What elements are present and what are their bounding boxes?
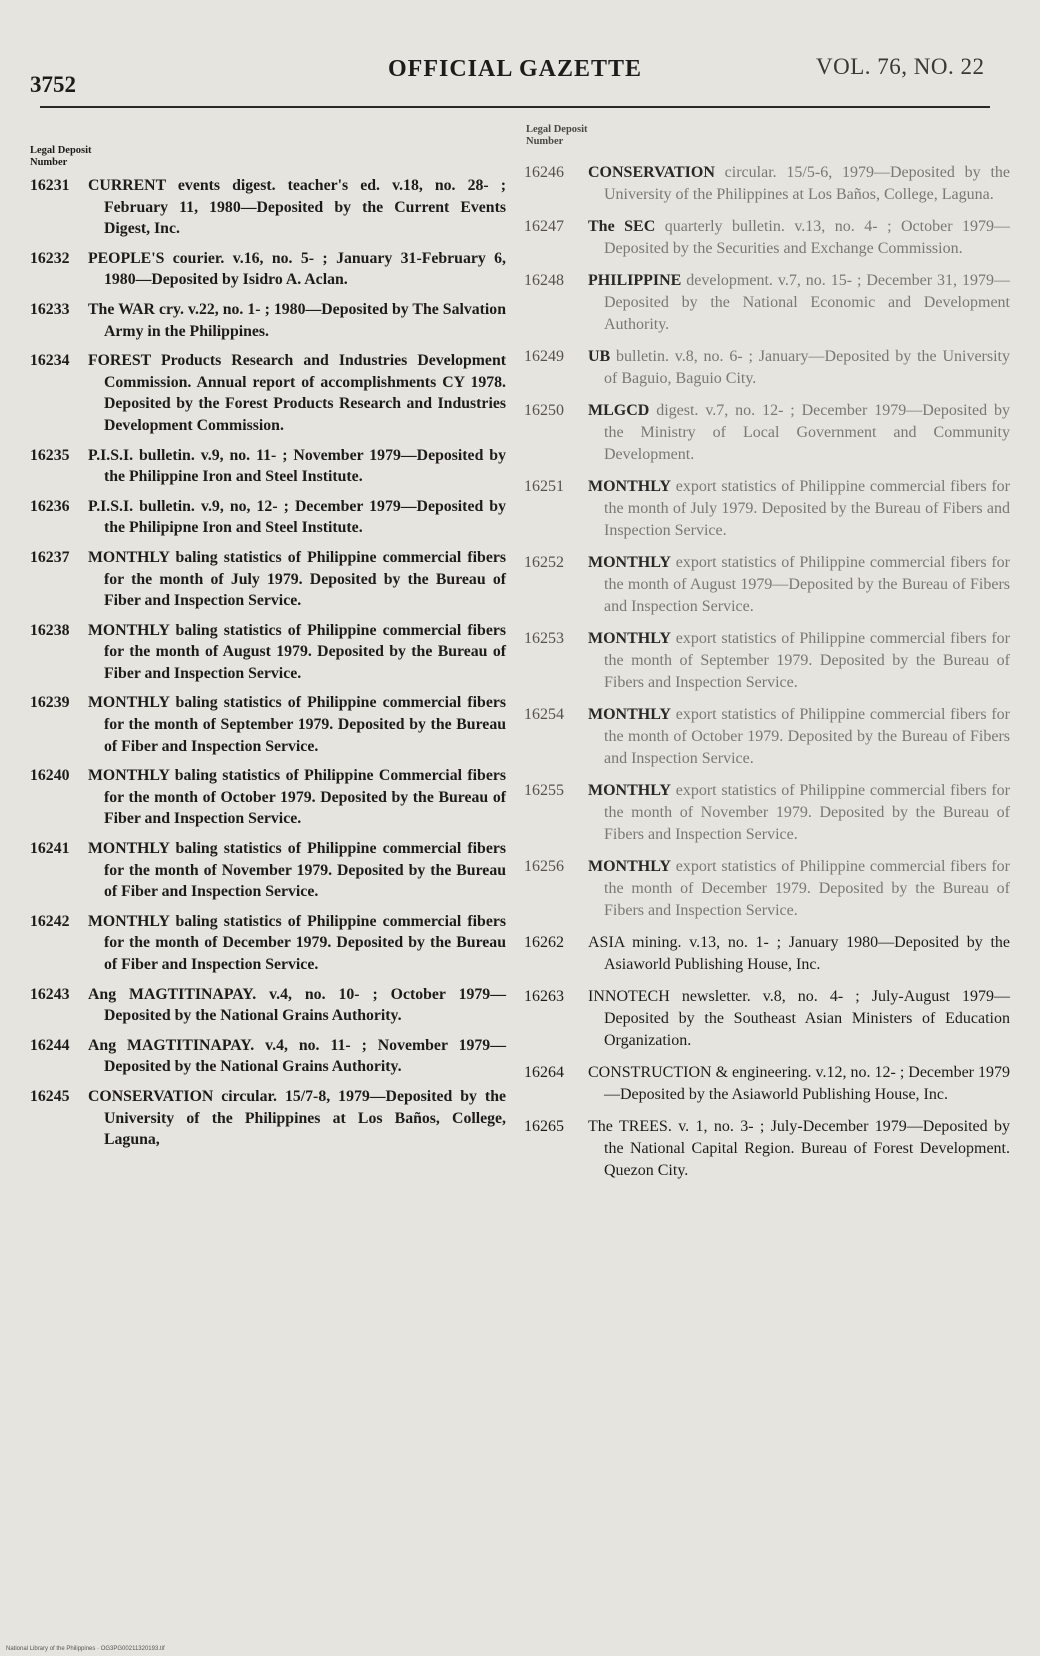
deposit-description-rest: digest. v.7, no. 12- ; December 1979—Deposited by the Ministry of Local Government and Community Development. — [604, 402, 1010, 463]
deposit-description — [588, 1116, 1010, 1182]
deposit-number: 16248 — [524, 272, 564, 289]
deposit-number: 16238 — [30, 621, 70, 639]
deposit-entry — [524, 476, 1010, 542]
deposit-description — [588, 270, 1010, 336]
deposit-entry — [30, 299, 506, 342]
deposit-description: P.I.S.I. bulletin. v.9, no, 12- ; December 1979—Deposited by the Philipipne Iron and Steel Institute. — [88, 497, 506, 537]
deposit-description-rest: export statistics of Philippine commercial fibers for the month of December 1979. Deposited by the Bureau of Fibers and Inspection Service. — [604, 858, 1010, 919]
deposit-number: 16254 — [524, 706, 564, 723]
deposit-entry — [30, 350, 506, 436]
deposit-description: CONSERVATION circular. 15/7-8, 1979—Deposited by the University of the Philippines at Los Baños, College, Laguna, — [88, 1087, 506, 1149]
deposit-description-rest: mining. v.13, no. 1- ; January 1980—Deposited by the Asiaworld Publishing House, Inc. — [604, 934, 1010, 973]
deposit-number: 16234 — [30, 352, 70, 370]
deposit-title-lead: PHILIPPINE — [588, 272, 682, 289]
deposit-number: 16236 — [30, 497, 70, 515]
deposit-title-lead: MONTHLY — [588, 706, 671, 723]
deposit-description — [588, 704, 1010, 770]
column-heading-left — [30, 145, 92, 169]
deposit-description-rest: bulletin. v.8, no. 6- ; January—Deposited by the University of Baguio, Baguio City. — [604, 348, 1010, 387]
deposit-description-rest: circular. 15/5-6, 1979—Deposited by the University of the Philippines at Los Baños, College, Laguna. — [604, 164, 1010, 203]
deposit-number: 16242 — [30, 912, 70, 930]
deposit-entry — [524, 932, 1010, 976]
deposit-number: 16251 — [524, 478, 564, 495]
deposit-entry — [30, 838, 506, 903]
deposit-description: MONTHLY baling statistics of Philippine Commercial fibers for the month of October 1979. Deposited by the Bureau of Fiber and Inspection Service. — [88, 767, 506, 828]
deposit-number: 16246 — [524, 164, 564, 181]
deposit-description: MONTHLY baling statistics of Philippine commercial fibers for the month of November 1979. Deposited by the Bureau of Fiber and Inspection Service. — [88, 840, 506, 901]
deposit-number: 16243 — [30, 985, 70, 1003]
deposit-entry — [524, 628, 1010, 694]
deposit-number: 16237 — [30, 548, 70, 566]
deposit-entry — [30, 984, 506, 1027]
deposit-number: 16244 — [30, 1036, 70, 1054]
deposit-title-lead: MONTHLY — [588, 782, 671, 799]
deposit-number: 16235 — [30, 446, 70, 464]
deposit-entry — [30, 1035, 506, 1078]
deposit-description — [588, 986, 1010, 1052]
deposit-description — [588, 400, 1010, 466]
deposit-entry — [524, 270, 1010, 336]
deposit-description-rest: development. v.7, no. 15- ; December 31, 1979—Deposited by the National Economic and Development Authority. — [604, 272, 1010, 333]
deposit-number: 16265 — [524, 1118, 564, 1135]
deposit-description — [588, 628, 1010, 694]
deposit-description — [588, 856, 1010, 922]
deposit-entry — [524, 1116, 1010, 1182]
deposit-title-lead: CONSTRUCTION — [588, 1064, 712, 1081]
deposit-description: MONTHLY baling statistics of Philippine commercial fibers for the month of December 1979. Deposited by the Bureau of Fiber and Inspection Service. — [88, 912, 506, 973]
deposit-description-rest: & engineering. v.12, no. 12- ; December 1979—Deposited by the Asiaworld Publishing House, Inc. — [604, 1064, 1010, 1103]
deposit-description: MONTHLY baling statistics of Philippine commercial fibers for the month of July 1979. Deposited by the Bureau of Fiber and Inspection Service. — [88, 548, 506, 610]
deposit-number: 16263 — [524, 988, 564, 1005]
deposit-title-lead: MONTHLY — [588, 630, 671, 647]
deposit-entry — [30, 547, 506, 612]
deposit-title-lead: The SEC — [588, 218, 656, 235]
deposit-description-rest: quarterly bulletin. v.13, no. 4- ; October 1979—Deposited by the Securities and Exchange Commission. — [604, 218, 1010, 257]
deposit-entry — [30, 445, 506, 488]
deposit-entry — [30, 765, 506, 830]
deposit-number: 16233 — [30, 300, 70, 318]
volume-issue: VOL. 76, NO. 22 — [816, 54, 985, 79]
deposit-description — [588, 162, 1010, 206]
scan-footer: National Library of the Philippines · OG3PG00211320193.tif — [6, 1646, 165, 1652]
column-heading-line: Number — [30, 157, 68, 168]
deposit-description-rest: export statistics of Philippine commercial fibers for the month of August 1979—Deposited by the Bureau of Fibers and Inspection Service. — [604, 554, 1010, 615]
deposit-entry — [524, 552, 1010, 618]
deposit-title-lead: ASIA — [588, 934, 625, 951]
deposit-number: 16231 — [30, 177, 70, 194]
deposit-title-lead: INNOTECH — [588, 988, 670, 1005]
column-heading-right — [526, 124, 588, 148]
deposit-number: 16247 — [524, 218, 564, 235]
column-heading-line: Legal Deposit — [30, 145, 92, 156]
deposit-description-rest: export statistics of Philippine commercial fibers for the month of October 1979. Deposited by the Bureau of Fibers and Inspection Service. — [604, 706, 1010, 767]
deposit-description: PEOPLE'S courier. v.16, no. 5- ; January 31-February 6, 1980—Deposited by Isidro A. Aclan. — [88, 249, 506, 289]
deposit-number: 16255 — [524, 782, 564, 799]
deposit-number: 16240 — [30, 767, 70, 785]
deposit-description-rest: v. 1, no. 3- ; July-December 1979—Deposited by the National Capital Region. Bureau of Forest Development. Quezon City. — [604, 1118, 1011, 1179]
deposit-entry — [30, 248, 506, 291]
deposit-title-lead: CONSERVATION — [588, 164, 715, 181]
deposit-description — [588, 1062, 1010, 1106]
page-number: 3752 — [30, 72, 76, 97]
deposit-description: CURRENT events digest. teacher's ed. v.18, no. 28- ; February 11, 1980—Deposited by the Current Events Digest, Inc. — [88, 177, 506, 238]
deposit-number: 16256 — [524, 858, 564, 875]
deposit-entry — [524, 162, 1010, 206]
deposit-description-rest: export statistics of Philippine commercial fibers for the month of July 1979. Deposited by the Bureau of Fibers and Inspection Service. — [604, 478, 1010, 539]
deposit-description: MONTHLY baling statistics of Philippine commercial fibers for the month of September 1979. Deposited by the Bureau of Fiber and Inspection Service. — [88, 694, 506, 755]
deposit-description: The WAR cry. v.22, no. 1- ; 1980—Deposited by The Salvation Army in the Philippines. — [88, 300, 506, 340]
deposit-number: 16250 — [524, 402, 564, 419]
deposit-description: P.I.S.I. bulletin. v.9, no. 11- ; November 1979—Deposited by the Philippine Iron and Steel Institute. — [88, 446, 506, 486]
deposit-description: MONTHLY baling statistics of Philippine commercial fibers for the month of August 1979. Deposited by the Bureau of Fiber and Inspection Service. — [88, 621, 506, 682]
deposit-number: 16253 — [524, 630, 564, 647]
deposit-number: 16241 — [30, 840, 70, 858]
deposit-description — [588, 932, 1010, 976]
deposit-title-lead: MONTHLY — [588, 858, 671, 875]
deposit-description-rest: export statistics of Philippine commercial fibers for the month of November 1979. Deposited by the Bureau of Fibers and Inspection Service. — [604, 782, 1010, 843]
deposit-title-lead: MONTHLY — [588, 554, 671, 571]
deposit-entry — [524, 780, 1010, 846]
deposit-entry — [30, 620, 506, 685]
deposit-description — [588, 476, 1010, 542]
deposit-description — [588, 346, 1010, 390]
right-column — [524, 162, 1010, 1192]
deposit-entry — [524, 216, 1010, 260]
deposit-title-lead: MLGCD — [588, 402, 650, 419]
deposit-entry — [524, 346, 1010, 390]
deposit-description — [588, 216, 1010, 260]
deposit-description: Ang MAGTITINAPAY. v.4, no. 11- ; November 1979—Deposited by the National Grains Authority. — [88, 1036, 506, 1076]
deposit-entry — [524, 704, 1010, 770]
deposit-entry — [524, 400, 1010, 466]
deposit-description-rest: export statistics of Philippine commercial fibers for the month of September 1979. Deposited by the Bureau of Fibers and Inspection Service. — [604, 630, 1010, 691]
deposit-entry — [524, 856, 1010, 922]
deposit-title-lead: The TREES. — [588, 1118, 672, 1135]
deposit-entry — [30, 175, 506, 240]
deposit-number: 16264 — [524, 1064, 564, 1081]
deposit-number: 16262 — [524, 934, 564, 951]
deposit-entry — [30, 911, 506, 976]
deposit-title-lead: UB — [588, 348, 611, 365]
deposit-entry — [524, 1062, 1010, 1106]
column-heading-line: Number — [526, 136, 564, 147]
deposit-entry — [30, 692, 506, 757]
deposit-entry — [30, 1086, 506, 1151]
header-rule — [40, 106, 990, 108]
deposit-description — [588, 780, 1010, 846]
deposit-number: 16232 — [30, 249, 70, 267]
deposit-description-rest: newsletter. v.8, no. 4- ; July-August 1979—Deposited by the Southeast Asian Ministers of Education Organization. — [604, 988, 1010, 1049]
deposit-description — [588, 552, 1010, 618]
deposit-number: 16245 — [30, 1087, 70, 1105]
left-column — [30, 175, 506, 1159]
deposit-description: Ang MAGTITINAPAY. v.4, no. 10- ; October 1979—Deposited by the National Grains Authority. — [88, 985, 506, 1025]
deposit-entry — [524, 986, 1010, 1052]
publication-title: OFFICIAL GAZETTE — [388, 56, 643, 82]
column-heading-line: Legal Deposit — [526, 124, 588, 135]
deposit-number: 16249 — [524, 348, 564, 365]
deposit-number: 16252 — [524, 554, 564, 571]
deposit-entry — [30, 496, 506, 539]
deposit-number: 16239 — [30, 694, 70, 712]
deposit-description: FOREST Products Research and Industries Development Commission. Annual report of accomplishments CY 1978. Deposited by the Forest Products Research and Industries Development Commission. — [88, 352, 506, 434]
deposit-title-lead: MONTHLY — [588, 478, 671, 495]
